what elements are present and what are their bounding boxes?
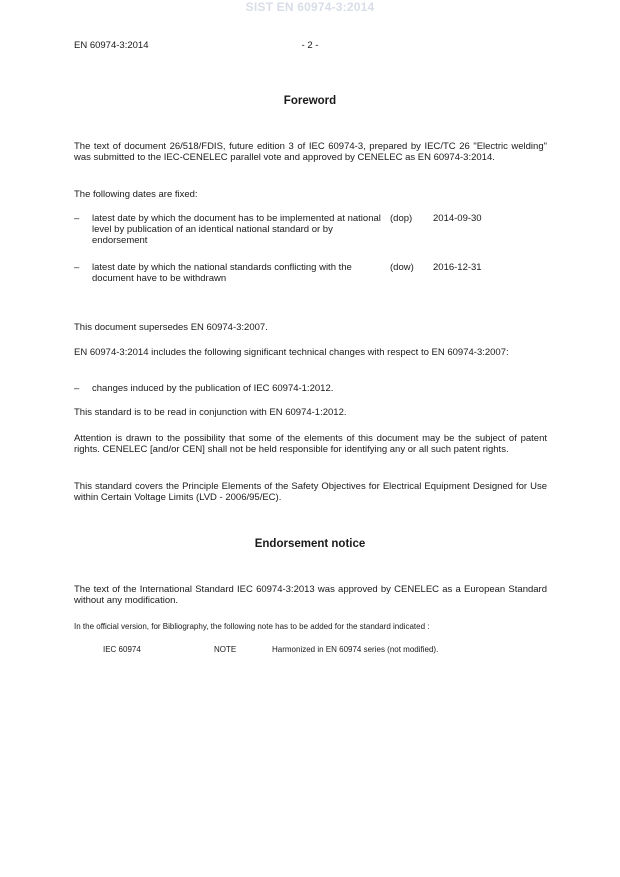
patent-text: Attention is drawn to the possibility that some of the elements of this document may be the subject of patent rights. CENELEC [and/or CEN] shall not be held responsible for identifying any or all such patent rights. [74,433,547,456]
date-item-text: latest date by which the document has to be implemented at national level by publication of an identical national standard or by endorsement [92,213,381,247]
foreword-intro: The text of document 26/518/FDIS, future edition 3 of IEC 60974-3, prepared by IEC/TC 26 "Electric welding" was submitted to the IEC-CENELEC parallel vote and approved by CENELEC as EN 60974-3:2014. [74,141,547,164]
note-standard: IEC 60974 [103,645,141,654]
note-text: Harmonized in EN 60974 series (not modified). [272,645,439,654]
header-page-number: - 2 - [301,40,319,51]
header-doc-id: EN 60974-3:2014 [74,40,149,51]
bibliography-intro: In the official version, for Bibliography, the following note has to be added for the standard indicated : [74,622,430,631]
dash-marker: – [74,213,80,224]
date-item-abbr: (dow) [390,262,414,273]
date-item-text: latest date by which the national standards conflicting with the document have to be withdrawn [92,262,352,285]
conjunction-text: This standard is to be read in conjunction with EN 60974-1:2012. [74,407,347,418]
endorsement-text: The text of the International Standard IEC 60974-3:2013 was approved by CENELEC as a European Standard without any modification. [74,584,547,607]
date-item-date: 2016-12-31 [433,262,482,273]
date-item-date: 2014-09-30 [433,213,482,224]
dates-intro: The following dates are fixed: [74,189,198,200]
foreword-title: Foreword [283,95,337,107]
note-label: NOTE [214,645,237,654]
dash-marker: – [74,262,80,273]
lvd-text: This standard covers the Principle Elements of the Safety Objectives for Electrical Equipment Designed for Use within Certain Voltage Limits (LVD - 2006/95/EC). [74,481,547,504]
date-item-abbr: (dop) [390,213,413,224]
watermark: SIST EN 60974-3:2014 [245,0,375,14]
changes-intro: EN 60974-3:2014 includes the following significant technical changes with respect to EN 60974-3:2007: [74,347,509,358]
supersedes-text: This document supersedes EN 60974-3:2007. [74,322,268,333]
dash-marker: – [74,383,80,394]
endorsement-title: Endorsement notice [254,538,366,550]
change-item-text: changes induced by the publication of IEC 60974-1:2012. [92,383,334,394]
